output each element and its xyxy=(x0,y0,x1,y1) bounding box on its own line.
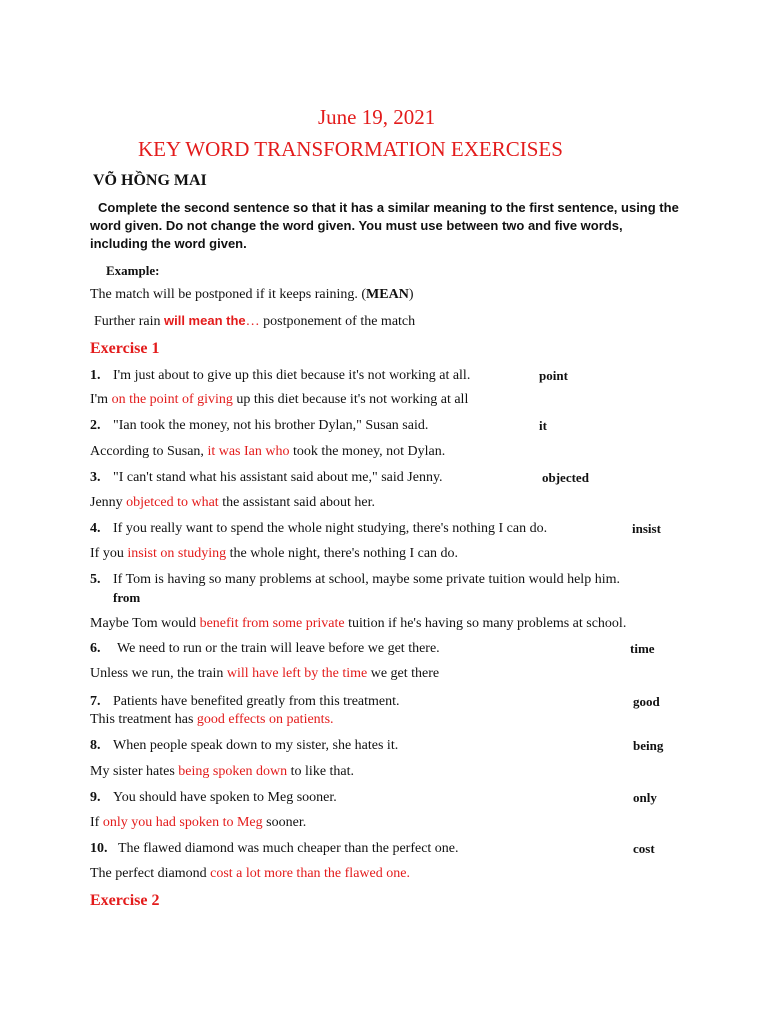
answer-text: If you xyxy=(90,546,128,561)
answer-text: According to Susan, xyxy=(90,444,208,459)
answer-10 xyxy=(90,865,410,883)
example-answer xyxy=(94,312,415,331)
keyword: point xyxy=(539,368,568,383)
example-answer-pre: Further rain xyxy=(94,314,164,329)
question-3 xyxy=(90,469,443,487)
keyword: being xyxy=(633,738,664,753)
question-number: 4. xyxy=(90,521,101,536)
exercise-1-title: Exercise 1 xyxy=(90,340,160,357)
document-title: KEY WORD TRANSFORMATION EXERCISES xyxy=(138,137,563,161)
question-text: If Tom is having so many problems at school, maybe some private tuition would help him. xyxy=(113,572,620,587)
question-text: If you really want to spend the whole night studying, there's nothing I can do. xyxy=(113,521,548,536)
example-keyword: MEAN xyxy=(366,287,409,302)
question-text: You should have spoken to Meg sooner. xyxy=(113,790,337,805)
question-4 xyxy=(90,520,548,538)
answer-text: Unless we run, the train xyxy=(90,666,227,681)
question-text: "I can't stand what his assistant said about me," said Jenny. xyxy=(113,470,443,485)
keyword: time xyxy=(630,641,655,656)
author-name: VÕ HỒNG MAI xyxy=(93,172,207,189)
answer-text: My sister hates xyxy=(90,764,179,779)
example-sentence-close: ) xyxy=(408,287,414,302)
question-1 xyxy=(90,367,471,385)
question-number: 5. xyxy=(90,572,101,587)
question-text: We need to run or the train will leave before we get there. xyxy=(117,641,440,656)
question-2 xyxy=(90,417,429,435)
answer-text: This treatment has xyxy=(90,712,197,727)
question-number: 8. xyxy=(90,738,101,753)
answer-key-words: good effects on patients. xyxy=(196,712,334,727)
answer-7 xyxy=(90,711,334,729)
keyword: good xyxy=(633,694,660,709)
question-number: 1. xyxy=(90,368,101,383)
example-sentence-text: The match will be postponed if it keeps raining. ( xyxy=(90,287,367,302)
answer-text: sooner. xyxy=(262,815,307,830)
answer-2 xyxy=(90,443,445,461)
question-9 xyxy=(90,789,337,807)
answer-4 xyxy=(90,545,458,563)
exercise-2-title: Exercise 2 xyxy=(90,892,160,909)
answer-text: took the money, not Dylan. xyxy=(289,444,446,459)
answer-text: up this diet because it's not working at all xyxy=(232,392,469,407)
answer-8 xyxy=(90,763,354,781)
question-text: The flawed diamond was much cheaper than the perfect one. xyxy=(118,841,459,856)
example-answer-ellipsis: … xyxy=(245,314,260,329)
answer-key-words: objetced to what xyxy=(126,495,219,510)
answer-key-words: cost a lot more than the flawed one. xyxy=(210,866,410,881)
answer-text: tuition if he's having so many problems at school. xyxy=(344,616,627,631)
question-number: 3. xyxy=(90,470,101,485)
keyword: it xyxy=(539,418,547,433)
answer-9 xyxy=(90,814,306,832)
instructions-text: Complete the second sentence so that it has a similar meaning to the first sentence, using the word given. Do not change the word given. You must use between two and five words, including the word given. xyxy=(90,200,679,251)
question-text: I'm just about to give up this diet because it's not working at all. xyxy=(113,368,471,383)
question-number: 6. xyxy=(90,641,101,656)
answer-text: to like that. xyxy=(287,764,355,779)
keyword: insist xyxy=(632,521,661,536)
answer-text: Maybe Tom would xyxy=(90,616,200,631)
keyword: cost xyxy=(633,841,655,856)
question-7 xyxy=(90,693,400,711)
question-10 xyxy=(90,840,459,858)
question-text: When people speak down to my sister, she hates it. xyxy=(113,738,399,753)
answer-key-words: insist on studying xyxy=(127,546,227,561)
answer-key-words: being spoken down xyxy=(178,764,288,779)
question-number: 9. xyxy=(90,790,101,805)
example-answer-key: will mean the xyxy=(163,313,246,328)
answer-text: the whole night, there's nothing I can do. xyxy=(226,546,459,561)
answer-1 xyxy=(90,391,468,409)
question-number: 2. xyxy=(90,418,101,433)
answer-text: we get there xyxy=(367,666,440,681)
question-number: 7. xyxy=(90,694,101,709)
answer-text: If xyxy=(90,815,103,830)
answer-6 xyxy=(90,665,439,683)
question-8 xyxy=(90,737,399,755)
example-label: Example: xyxy=(106,263,160,278)
example-answer-post: postponement of the match xyxy=(259,314,416,329)
answer-key-words: will have left by the time xyxy=(226,666,368,681)
answer-3 xyxy=(90,494,375,512)
question-text: Patients have benefited greatly from this treatment. xyxy=(113,694,400,709)
question-text: "Ian took the money, not his brother Dylan," Susan said. xyxy=(113,418,429,433)
keyword: only xyxy=(633,790,657,805)
question-number: 10. xyxy=(90,841,108,856)
question-6 xyxy=(90,640,440,658)
answer-text: the assistant said about her. xyxy=(218,495,376,510)
answer-key-words: on the point of giving xyxy=(111,392,233,407)
answer-key-words: benefit from some private xyxy=(199,616,345,631)
answer-text: The perfect diamond xyxy=(90,866,211,881)
example-sentence xyxy=(90,286,414,304)
question-5 xyxy=(90,571,620,589)
answer-key-words: it was Ian who xyxy=(207,444,290,459)
answer-text: I'm xyxy=(90,392,112,407)
answer-5 xyxy=(90,615,626,633)
keyword: objected xyxy=(542,470,589,485)
answer-text: Jenny xyxy=(90,495,127,510)
answer-key-words: only you had spoken to Meg xyxy=(102,815,263,830)
keyword: from xyxy=(113,590,141,605)
date-heading: June 19, 2021 xyxy=(318,105,436,129)
